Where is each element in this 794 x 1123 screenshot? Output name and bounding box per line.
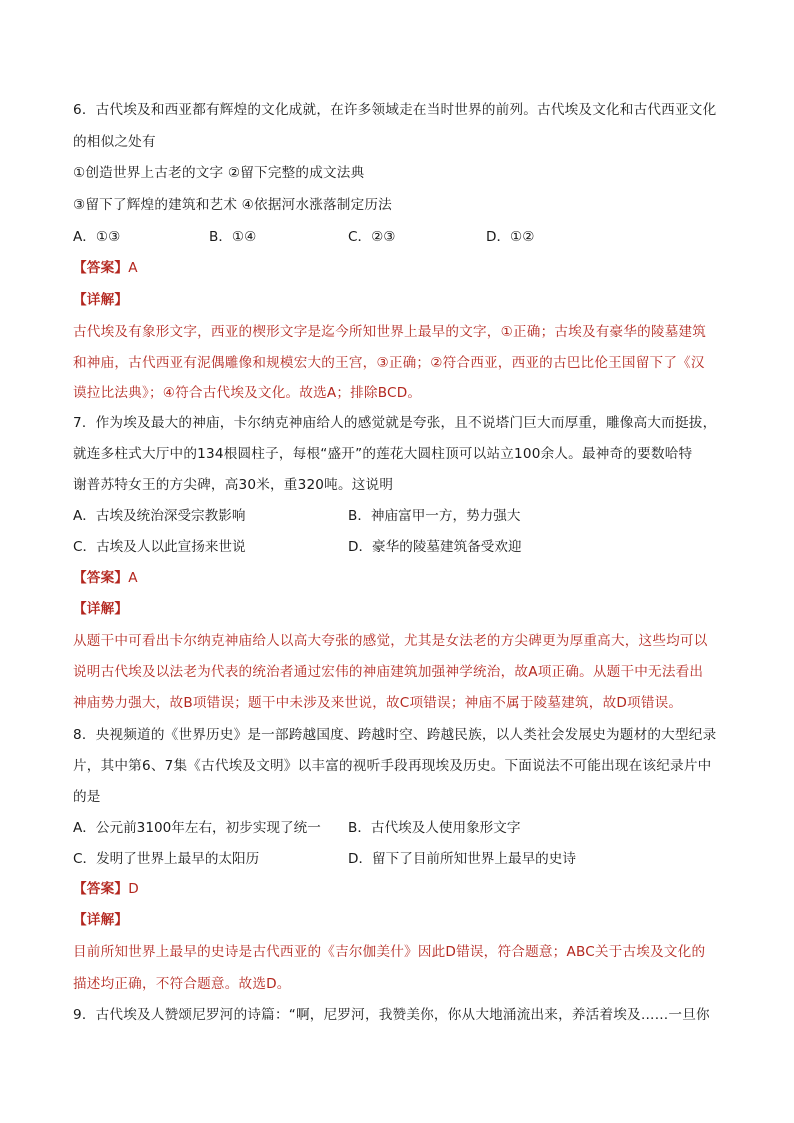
q7-stem-line-3: 谢普苏特女王的方尖碑，高30米，重320吨。这说明 bbox=[73, 477, 394, 493]
q7-option-b: B．神庙富甲一方，势力强大 bbox=[348, 508, 521, 524]
q7-detail-line-1: 从题干中可看出卡尔纳克神庙给人以高大夸张的感觉，尤其是女法老的方尖碑更为厚重高大，这些均可以 bbox=[73, 633, 708, 649]
q6-option-a: A．①③ bbox=[73, 229, 121, 245]
answer-label: 【答案】 bbox=[73, 260, 129, 276]
q8-detail-line-2: 描述均正确，不符合题意。故选D。 bbox=[73, 976, 291, 992]
q7-detail-label bbox=[73, 600, 128, 618]
q8-answer bbox=[73, 880, 139, 898]
q6-stem-line-2: 的相似之处有 bbox=[73, 134, 156, 150]
q7-stem-line-1: 7．作为埃及最大的神庙，卡尔纳克神庙给人的感觉就是夸张，且不说塔门巨大而厚重，雕像高大而挺拔， bbox=[73, 415, 717, 431]
q6-stem-line-1: 6．古代埃及和西亚都有辉煌的文化成就，在许多领域走在当时世界的前列。古代埃及文化和古代西亚文化 bbox=[73, 102, 717, 118]
q6-item-line-1: ①创造世界上古老的文字 ②留下完整的成文法典 bbox=[73, 165, 365, 181]
q7-option-d: D．豪华的陵墓建筑备受欢迎 bbox=[348, 539, 522, 555]
q8-stem-line-2: 片，其中第6、7集《古代埃及文明》以丰富的视听手段再现埃及历史。下面说法不可能出现在该纪录片中 bbox=[73, 758, 712, 774]
q6-answer bbox=[73, 259, 138, 277]
q6-detail-line-3: 谟拉比法典》；④符合古代埃及文化。故选A；排除BCD。 bbox=[73, 385, 422, 401]
q7-detail-line-2: 说明古代埃及以法老为代表的统治者通过宏伟的神庙建筑加强神学统治，故A项正确。从题干中无法看出 bbox=[73, 664, 704, 680]
q6-option-b: B．①④ bbox=[209, 229, 257, 245]
q8-stem-line-3: 的是 bbox=[73, 789, 101, 805]
q6-option-d: D．①② bbox=[486, 229, 535, 245]
q8-option-b: B．古代埃及人使用象形文字 bbox=[348, 820, 521, 836]
answer-label: 【答案】 bbox=[73, 570, 129, 586]
answer-value: A bbox=[128, 570, 138, 586]
q6-item-line-2: ③留下了辉煌的建筑和艺术 ④依据河水涨落制定历法 bbox=[73, 197, 392, 213]
q6-detail-line-2: 和神庙，古代西亚有泥偶雕像和规模宏大的王宫，③正确；②符合西亚，西亚的古巴比伦王国留下了《汉 bbox=[73, 355, 705, 371]
answer-value: D bbox=[128, 881, 139, 897]
q8-option-a: A．公元前3100年左右，初步实现了统一 bbox=[73, 820, 321, 836]
q8-option-c: C．发明了世界上最早的太阳历 bbox=[73, 851, 260, 867]
q6-detail-label bbox=[73, 291, 128, 309]
q7-option-c: C．古埃及人以此宣扬来世说 bbox=[73, 539, 246, 555]
q7-detail-line-3: 神庙势力强大，故B项错误；题干中未涉及来世说，故C项错误；神庙不属于陵墓建筑，故D项错误。 bbox=[73, 695, 683, 711]
detail-label: 【详解】 bbox=[73, 292, 129, 308]
detail-label: 【详解】 bbox=[73, 601, 129, 617]
answer-label: 【答案】 bbox=[73, 881, 129, 897]
q7-option-a: A．古埃及统治深受宗教影响 bbox=[73, 508, 246, 524]
q8-stem-line-1: 8．央视频道的《世界历史》是一部跨越国度、跨越时空、跨越民族，以人类社会发展史为题材的大型纪录 bbox=[73, 727, 717, 743]
q6-option-c: C．②③ bbox=[348, 229, 396, 245]
q7-stem-line-2: 就连多柱式大厅中的134根圆柱子，每根“盛开”的莲花大圆柱顶可以站立100余人。最神奇的要数哈特 bbox=[73, 446, 693, 462]
q8-detail-line-1: 目前所知世界上最早的史诗是古代西亚的《吉尔伽美什》因此D错误，符合题意；ABC关于古埃及文化的 bbox=[73, 944, 706, 960]
q6-detail-line-1: 古代埃及有象形文字，西亚的楔形文字是迄今所知世界上最早的文字，①正确；古埃及有豪华的陵墓建筑 bbox=[73, 324, 707, 340]
q8-option-d: D．留下了目前所知世界上最早的史诗 bbox=[348, 851, 576, 867]
q8-detail-label bbox=[73, 911, 128, 929]
detail-label: 【详解】 bbox=[73, 912, 129, 928]
answer-value: A bbox=[128, 260, 138, 276]
q9-stem-line-1: 9．古代埃及人赞颂尼罗河的诗篇：“啊，尼罗河，我赞美你，你从大地涌流出来，养活着埃及……一旦你 bbox=[73, 1007, 710, 1023]
q7-answer bbox=[73, 569, 138, 587]
